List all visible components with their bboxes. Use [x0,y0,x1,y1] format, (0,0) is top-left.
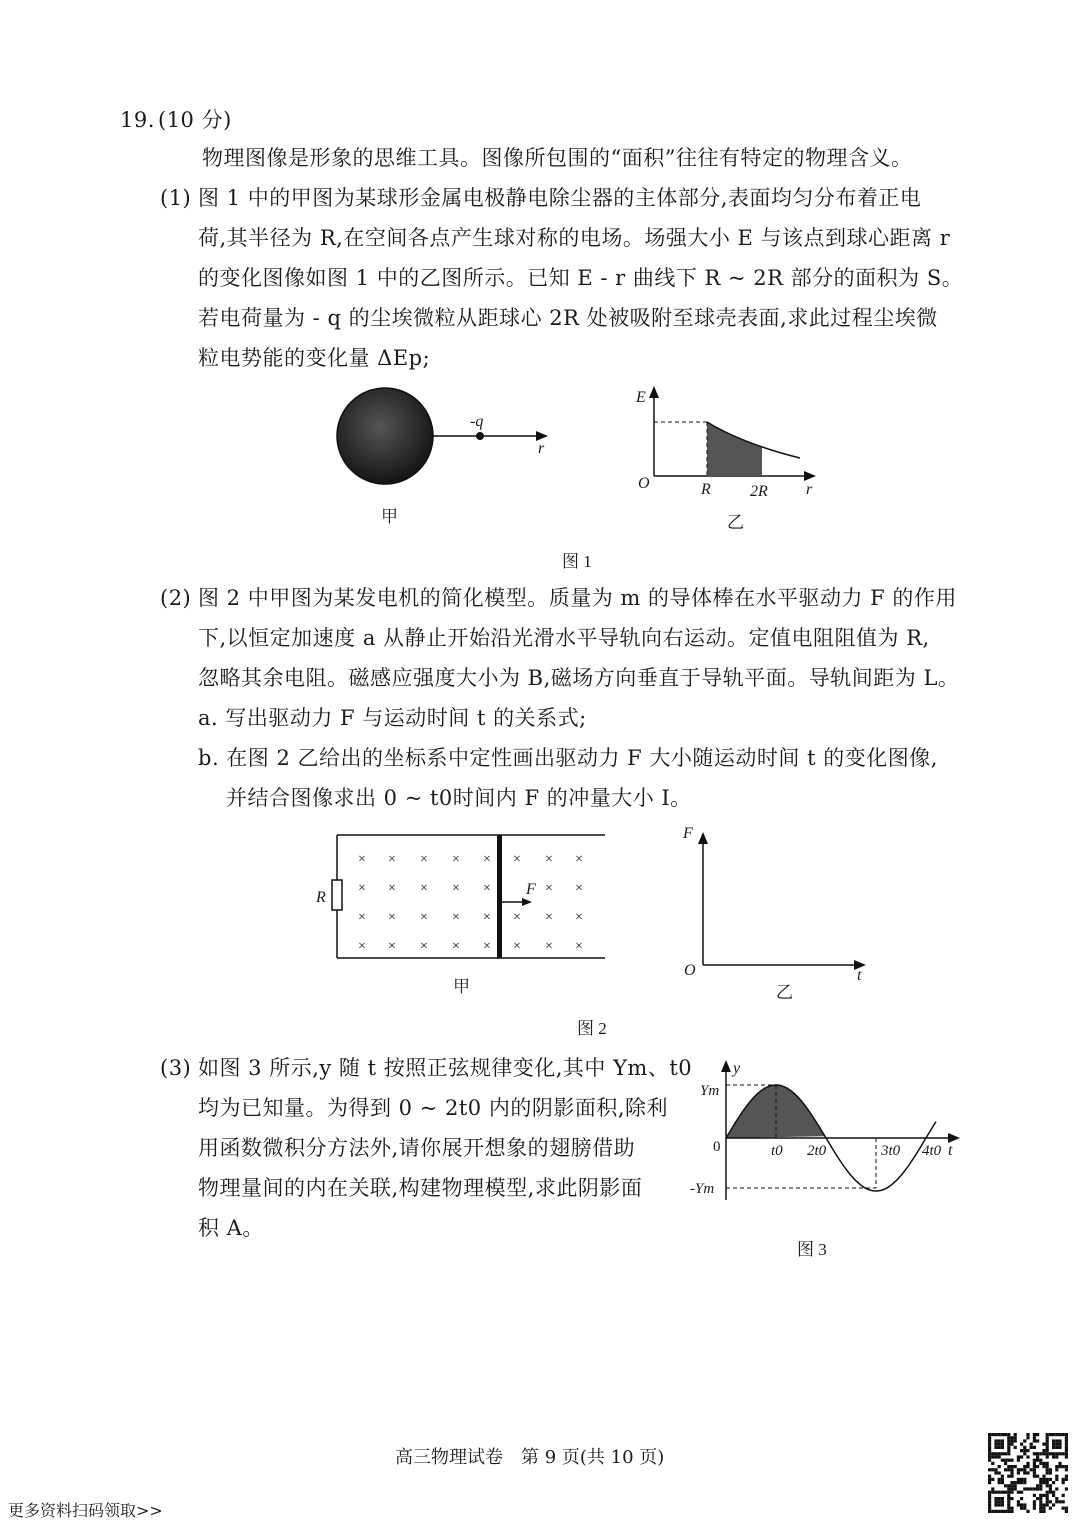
figure2-jia-generator-model [315,835,605,958]
conductor-rod [497,835,502,958]
part1-line: 若电荷量为 - q 的尘埃微粒从距球心 2R 处被吸附至球壳表面,求此过程尘埃微 [198,306,938,330]
magnetic-field-cross: × [388,910,396,925]
arrow-icon [522,898,532,906]
figure-caption: 图 3 [797,1240,827,1259]
magnetic-field-cross: × [420,910,428,925]
magnetic-field-cross: × [358,910,366,925]
origin-label: O [638,475,650,492]
part3-line: 物理量间的内在关联,构建物理模型,求此阴影面 [198,1176,643,1200]
figure-caption: 图 1 [562,552,592,571]
question-score: (10 分) [158,108,232,132]
qr-code-icon[interactable] [988,1433,1068,1513]
figure1-jia-sphere-diagram [337,388,548,526]
magnetic-field-cross: × [452,881,460,896]
resistor [332,880,342,910]
figure1-yi-e-r-graph [635,386,816,532]
center-label: O [376,441,387,456]
magnetic-field-cross: × [388,881,396,896]
force-label: F [526,881,536,898]
magnetic-field-cross: × [575,910,583,925]
magnetic-field-cross: × [420,852,428,867]
f-label: F [683,825,693,842]
magnetic-field-cross: × [575,852,583,867]
part-label: (2) [160,586,192,610]
charge-label: -q [470,413,484,430]
neg-ym-label: -Ym [690,1181,715,1197]
r-tick-label: R [701,481,711,498]
origin-label: 0 [713,1139,721,1155]
part3-line: 用函数微积分方法外,请你展开想象的翅膀借助 [198,1136,636,1160]
sub-caption-jia: 甲 [453,977,470,996]
magnetic-field-cross: × [358,852,366,867]
part1-line: 的变化图像如图 1 中的乙图所示。已知 E - r 曲线下 R ~ 2R 部分的面积为 S。 [198,266,964,290]
figure-3 [0,1055,1080,1270]
magnetic-field-cross: × [483,939,491,954]
magnetic-field-cross: × [388,939,396,954]
magnetic-field-cross: × [575,881,583,896]
magnetic-field-cross: × [388,852,396,867]
magnetic-field-cross: × [358,881,366,896]
magnetic-field-cross: × [545,939,553,954]
sub-caption-jia: 甲 [381,507,398,526]
magnetic-field-cross: × [452,939,460,954]
arrow-icon [721,1060,731,1072]
2t0-label: 2t0 [807,1143,827,1159]
magnetic-field-cross: × [545,881,553,896]
magnetic-field-cross: × [420,939,428,954]
part1-line: 粒电势能的变化量 ΔEp; [198,346,431,370]
dust-particle [476,432,484,440]
figure-2 [0,820,1080,1045]
question-intro: 物理图像是形象的思维工具。图像所包围的“面积”往往有特定的物理含义。 [202,146,913,170]
part-label: (1) [160,186,192,210]
part3-line: 均为已知量。为得到 0 ~ 2t0 内的阴影面积,除利 [198,1096,668,1120]
magnetic-field-cross: × [545,852,553,867]
magnetic-field-cross: × [575,939,583,954]
magnetic-field-cross: × [358,939,366,954]
more-resources-link[interactable]: 更多资料扫码领取>> [8,1501,163,1520]
4t0-label: 4t0 [922,1143,942,1159]
arrow-icon [698,832,708,844]
part1-line: 荷,其半径为 R,在空间各点产生球对称的电场。场强大小 E 与该点到球心距离 r [198,226,951,250]
part2-line: 下,以恒定加速度 a 从静止开始沿光滑水平导轨向右运动。定值电阻阻值为 R, [198,626,930,650]
magnetic-field-cross: × [483,910,491,925]
arrow-icon [649,386,659,398]
part2-b: 并结合图像求出 0 ~ t0时间内 F 的冲量大小 I。 [226,786,692,810]
magnetic-field-cross: × [513,939,521,954]
part2-a: a. 写出驱动力 F 与运动时间 t 的关系式; [198,706,587,730]
magnetic-field-cross: × [513,910,521,925]
sub-caption-yi: 乙 [776,983,793,1002]
y-label: y [733,1060,741,1077]
shaded-area [707,422,762,476]
magnetic-field-cross: × [545,910,553,925]
t-label: t [948,1142,953,1159]
magnetic-field-cross: × [483,881,491,896]
part1-line: 图 1 中的甲图为某球形金属电极静电除尘器的主体部分,表面均匀分布着正电 [198,186,922,210]
3t0-label: 3t0 [881,1143,901,1159]
figure-caption: 图 2 [577,1019,607,1038]
ym-label: Ym [700,1083,720,1099]
r-label: r [538,440,545,457]
magnetic-field-cross: × [452,910,460,925]
arrow-icon [804,471,816,481]
r-axis-label: r [806,481,813,498]
part2-line: 忽略其余电阻。磁感应强度大小为 B,磁场方向垂直于导轨平面。导轨间距为 L。 [198,666,960,690]
magnetic-field-cross: × [452,852,460,867]
e-label: E [636,389,646,406]
part2-b: b. 在图 2 乙给出的坐标系中定性画出驱动力 F 大小随运动时间 t 的变化图像, [198,746,938,770]
page-footer: 高三物理试卷 第 9 页(共 10 页) [395,1447,665,1468]
magnetic-field-cross: × [513,852,521,867]
t-label: t [857,967,862,984]
t0-label: t0 [771,1143,783,1159]
question-number: 19. [120,108,155,132]
magnetic-field-cross: × [483,852,491,867]
metal-sphere [337,388,433,484]
magnetic-field-cross: × [420,881,428,896]
sub-caption-yi: 乙 [727,513,744,532]
part3-line: 如图 3 所示,y 随 t 按照正弦规律变化,其中 Ym、t0 [198,1056,693,1080]
2r-tick-label: 2R [750,483,768,500]
part-label: (3) [160,1056,192,1080]
origin-label: O [684,962,696,979]
part3-line: 积 A。 [198,1216,264,1240]
part2-line: 图 2 中甲图为某发电机的简化模型。质量为 m 的导体棒在水平驱动力 F 的作用 [198,586,957,610]
resistor-label: R [316,889,326,906]
figure-1 [0,380,1080,580]
figure2-yi-f-t-axes [682,825,866,984]
